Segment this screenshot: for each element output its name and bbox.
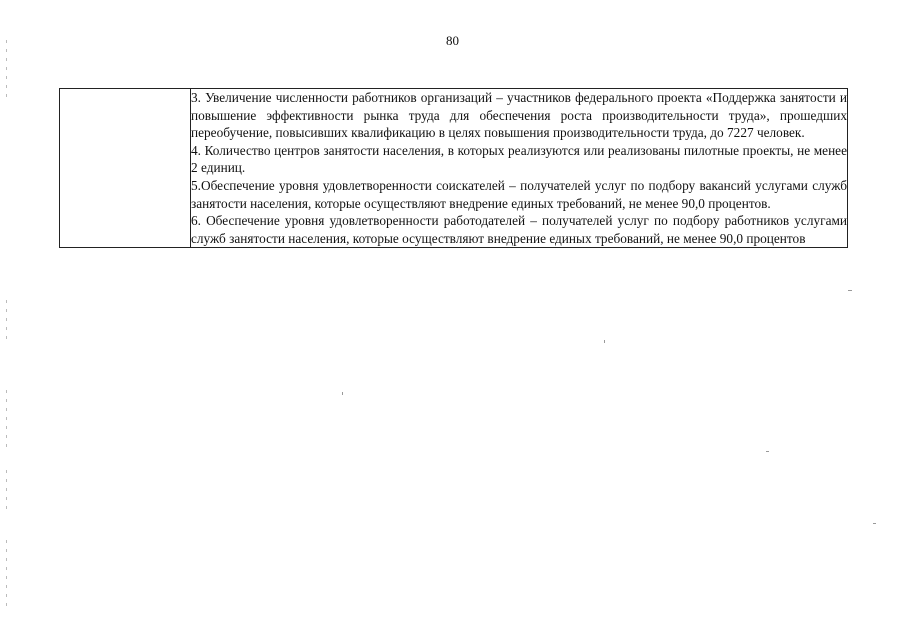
scan-artifact (604, 340, 605, 343)
indicator-paragraph-6: 6. Обеспечение уровня удовлетворенности работодателей – получателей услуг по подбору работников услугами служб занятости населения, которые осуществляют внедрение единых требований, не менее 90,0 процентов (191, 213, 847, 246)
table-row (60, 89, 848, 248)
page-number: 80 (446, 33, 459, 48)
indicator-paragraph-3: 3. Увеличение численности работников организаций – участников федерального проекта «Поддержка занятости и повышение эффективности рынка труда для обеспечения роста производительности труда», прошедших переобучение, повысивших квалификацию в целях повышения производительности труда, до 7227 человек. (191, 90, 847, 141)
table-cell-right (191, 89, 848, 248)
scan-artifact (873, 523, 876, 524)
table-cell-left (60, 89, 191, 248)
scan-artifact (6, 300, 7, 340)
scan-artifact (848, 290, 852, 291)
scan-artifact (6, 470, 7, 510)
scan-artifact (6, 540, 7, 610)
scan-artifact (6, 390, 7, 450)
scan-artifact (6, 40, 7, 100)
scan-artifact (766, 451, 769, 452)
indicator-paragraph-4: 4. Количество центров занятости населения, в которых реализуются или реализованы пилотные проекты, не менее 2 единиц. (191, 142, 847, 176)
indicator-paragraph-5: 5.Обеспечение уровня удовлетворенности соискателей – получателей услуг по подбору вакансий услугами служб занятости населения, которые осуществляют внедрение единых требований, не менее 90,0 процентов. (191, 177, 847, 211)
scan-artifact (342, 392, 343, 395)
indicators-table (59, 88, 848, 248)
